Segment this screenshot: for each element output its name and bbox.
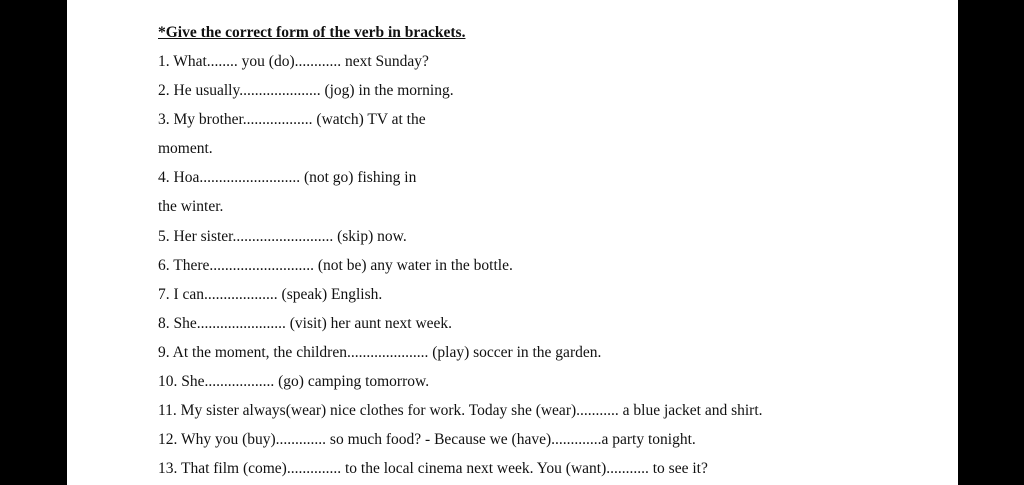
- exercise-line-3: 3. My brother.................. (watch) TV at the: [158, 111, 426, 129]
- exercise-line-11: 11. My sister always(wear) nice clothes for work. Today she (wear)........... a blue jacket and shirt.: [158, 402, 763, 420]
- exercise-title: *Give the correct form of the verb in brackets.: [158, 24, 466, 41]
- document-page: [67, 0, 958, 485]
- exercise-line-10: 10. She.................. (go) camping tomorrow.: [158, 373, 430, 391]
- exercise-content: [158, 22, 948, 485]
- exercise-line-4: 4. Hoa.......................... (not go) fishing in: [158, 169, 417, 187]
- exercise-line-9: 9. At the moment, the children..................... (play) soccer in the garden.: [158, 343, 602, 361]
- exercise-line-13: 13. That film (come).............. to the local cinema next week. You (want)........... to see it?: [158, 460, 708, 478]
- exercise-line-7: 7. I can................... (speak) English.: [158, 285, 383, 303]
- exercise-line-8: 8. She....................... (visit) her aunt next week.: [158, 314, 453, 332]
- exercise-line-3-cont: moment.: [158, 140, 213, 158]
- exercise-line-2: 2. He usually..................... (jog) in the morning.: [158, 82, 454, 100]
- exercise-line-5: 5. Her sister.......................... (skip) now.: [158, 227, 407, 245]
- exercise-line-1: 1. What........ you (do)............ next Sunday?: [158, 53, 429, 70]
- exercise-line-6: 6. There........................... (not be) any water in the bottle.: [158, 256, 513, 274]
- exercise-line-4-cont: the winter.: [158, 198, 224, 216]
- exercise-line-12: 12. Why you (buy)............. so much food? - Because we (have).............a party tonight.: [158, 431, 696, 449]
